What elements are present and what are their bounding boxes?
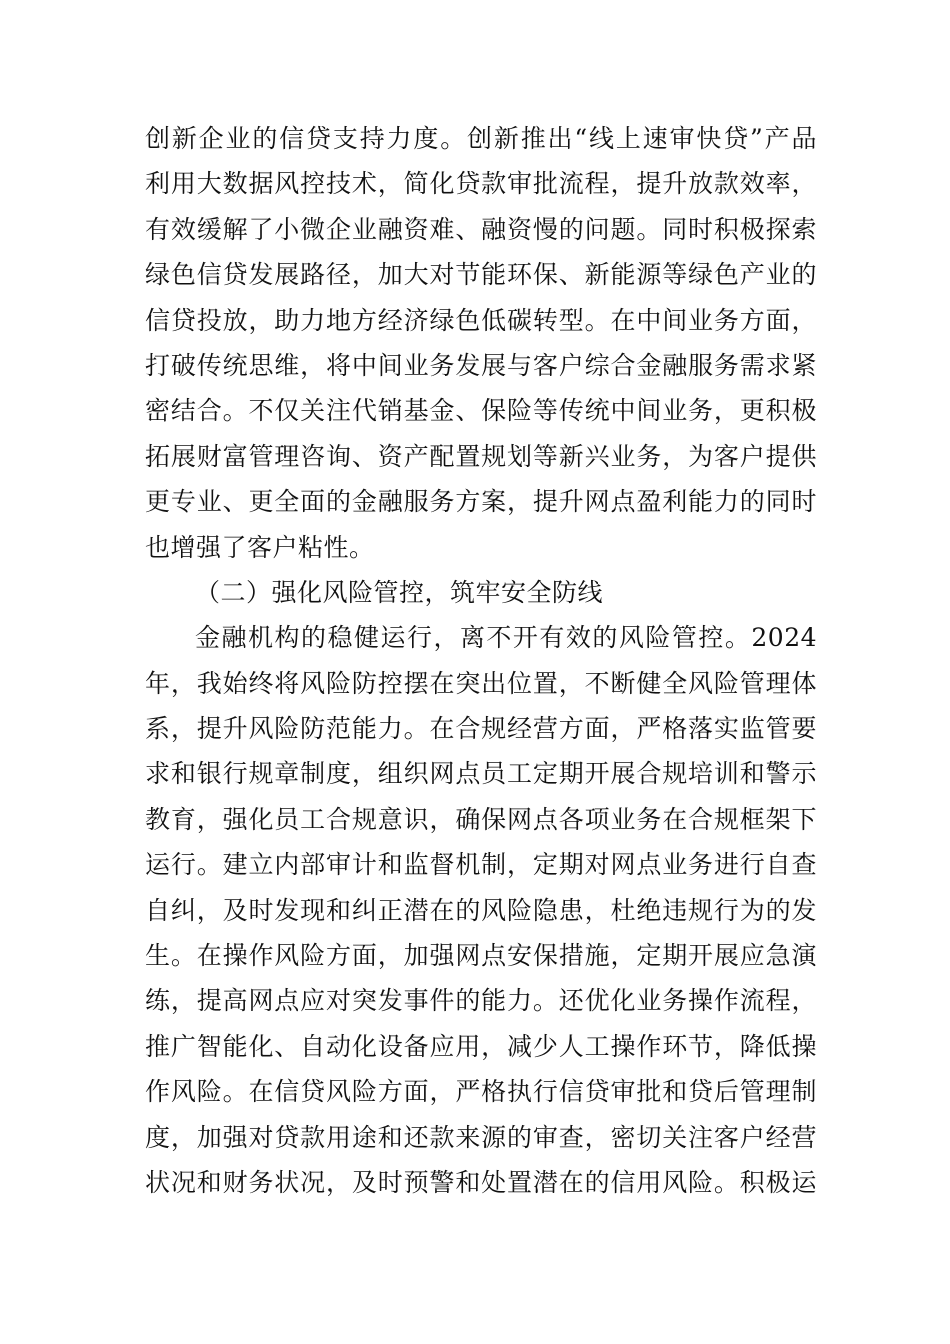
text-line: 打破传统思维，将中间业务发展与客户综合金融服务需求紧 — [145, 350, 817, 380]
text-line: 金融机构的稳健运行，离不开有效的风险管控。2024 — [195, 623, 817, 653]
text-line: 信贷投放，助力地方经济绿色低碳转型。在中间业务方面， — [145, 305, 817, 335]
text-line: 状况和财务状况，及时预警和处置潜在的信用风险。积极运 — [145, 1167, 817, 1197]
text-line: 推广智能化、自动化设备应用，减少人工操作环节，降低操 — [145, 1031, 817, 1061]
section-heading: （二）强化风险管控，筑牢安全防线 — [195, 577, 604, 607]
document-body — [145, 116, 817, 1205]
text-line: 有效缓解了小微企业融资难、融资慢的问题。同时积极探索 — [145, 214, 817, 244]
text-line: 练，提高网点应对突发事件的能力。还优化业务操作流程， — [145, 986, 817, 1016]
text-line: 也增强了客户粘性。 — [145, 532, 375, 562]
text-line: 绿色信贷发展路径，加大对节能环保、新能源等绿色产业的 — [145, 260, 817, 290]
text-line: 创新企业的信贷支持力度。创新推出“线上速审快贷”产品 — [145, 124, 817, 153]
text-line: 运行。建立内部审计和监督机制，定期对网点业务进行自查 — [145, 850, 817, 880]
text-line: 更专业、更全面的金融服务方案，提升网点盈利能力的同时 — [145, 487, 817, 517]
text-line: 自纠，及时发现和纠正潜在的风险隐患，杜绝违规行为的发 — [145, 895, 817, 925]
text-line: 系，提升风险防范能力。在合规经营方面，严格落实监管要 — [145, 714, 817, 744]
text-line: 求和银行规章制度，组织网点员工定期开展合规培训和警示 — [145, 759, 817, 789]
text-line: 教育，强化员工合规意识，确保网点各项业务在合规框架下 — [145, 804, 817, 834]
text-line: 度，加强对贷款用途和还款来源的审查，密切关注客户经营 — [145, 1122, 817, 1152]
text-line: 生。在操作风险方面，加强网点安保措施，定期开展应急演 — [145, 941, 817, 971]
text-line: 利用大数据风控技术，简化贷款审批流程，提升放款效率， — [145, 169, 817, 199]
paragraph-credit-innovation — [145, 116, 817, 570]
text-line: 年，我始终将风险防控摆在突出位置，不断健全风险管理体 — [145, 668, 817, 698]
text-line: 拓展财富管理咨询、资产配置规划等新兴业务，为客户提供 — [145, 441, 817, 471]
text-line: 作风险。在信贷风险方面，严格执行信贷审批和贷后管理制 — [145, 1077, 817, 1107]
paragraph-risk-control — [145, 615, 817, 1205]
text-line: 密结合。不仅关注代销基金、保险等传统中间业务，更积极 — [145, 396, 817, 426]
